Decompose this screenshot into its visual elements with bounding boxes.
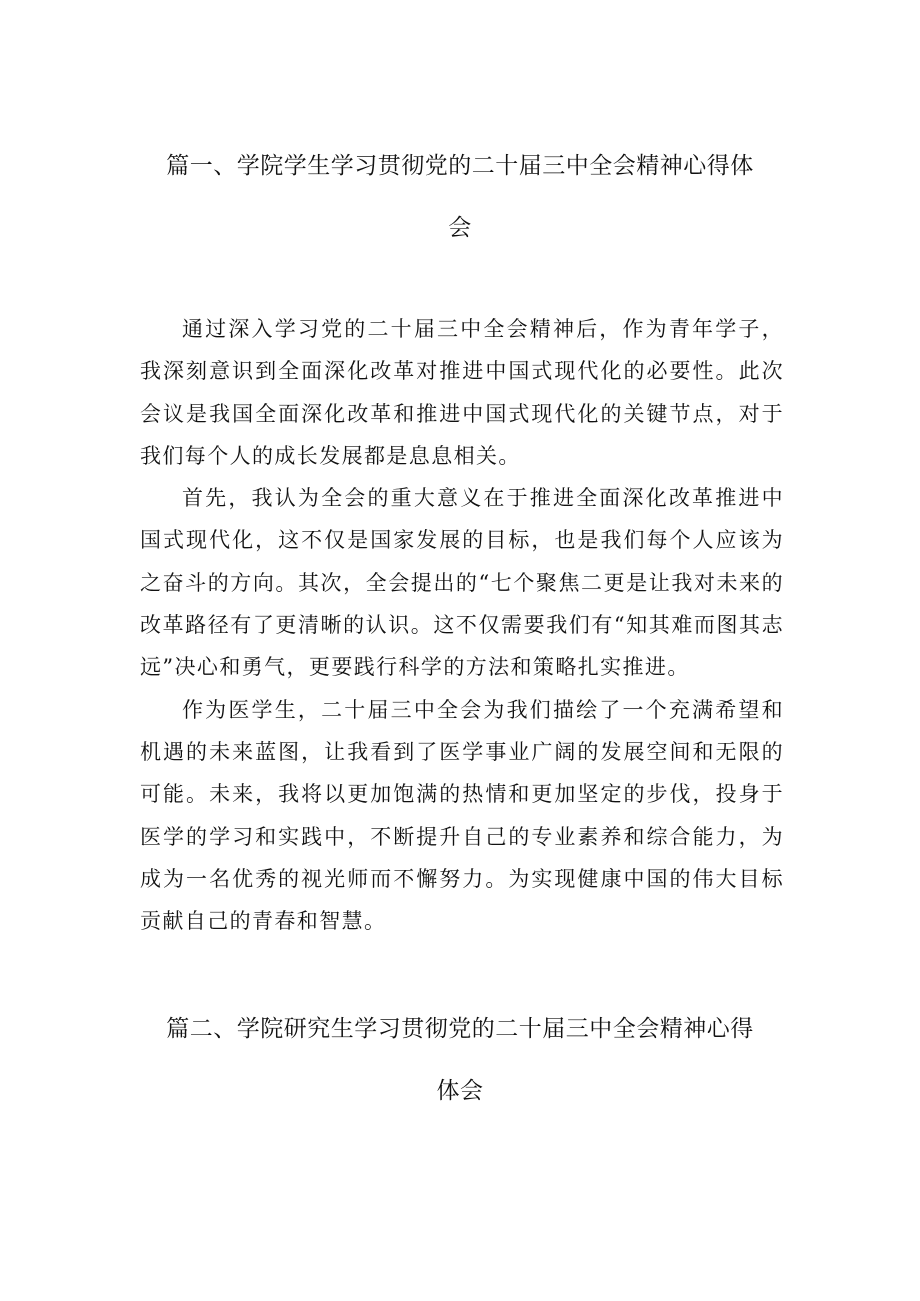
- paragraph-2: 首先，我认为全会的重大意义在于推进全面深化改革推进中国式现代化，这不仅是国家发展的目标，也是我们每个人应该为之奋斗的方向。其次，全会提出的“七个聚焦二更是让我对未来的改革路径有了更清晰的认识。这不仅需要我们有“知其难而图其志远”决心和勇气，更要践行科学的方法和策略扎实推进。: [140, 486, 784, 680]
- section-1-heading-line-1: 篇一、学院学生学习贯彻党的二十届三中全会精神心得体: [166, 153, 754, 179]
- paragraph-1: 通过深入学习党的二十届三中全会精神后，作为青年学子，我深刻意识到全面深化改革对推进中国式现代化的必要性。此次会议是我国全面深化改革和推进中国式现代化的关键节点，对于我们每个人的成长发展都是息息相关。: [140, 317, 784, 468]
- section-1-heading-line-2: 会: [448, 215, 472, 241]
- paragraph-3: 作为医学生，二十届三中全会为我们描绘了一个充满希望和机遇的未来蓝图，让我看到了医学事业广阔的发展空间和无限的可能。未来，我将以更加饱满的热情和更加坚定的步伐，投身于医学的学习和实践中，不断提升自己的专业素养和综合能力，为成为一名优秀的视光师而不懈努力。为实现健康中国的伟大目标贡献自己的青春和智慧。: [140, 697, 784, 934]
- section-2-heading-line-1: 篇二、学院研究生学习贯彻党的二十届三中全会精神心得: [166, 1016, 754, 1042]
- section-2-heading-line-2: 体会: [436, 1078, 484, 1104]
- section-1-body: [140, 308, 784, 942]
- section-2-heading: [130, 998, 790, 1122]
- section-1-heading: [130, 135, 790, 259]
